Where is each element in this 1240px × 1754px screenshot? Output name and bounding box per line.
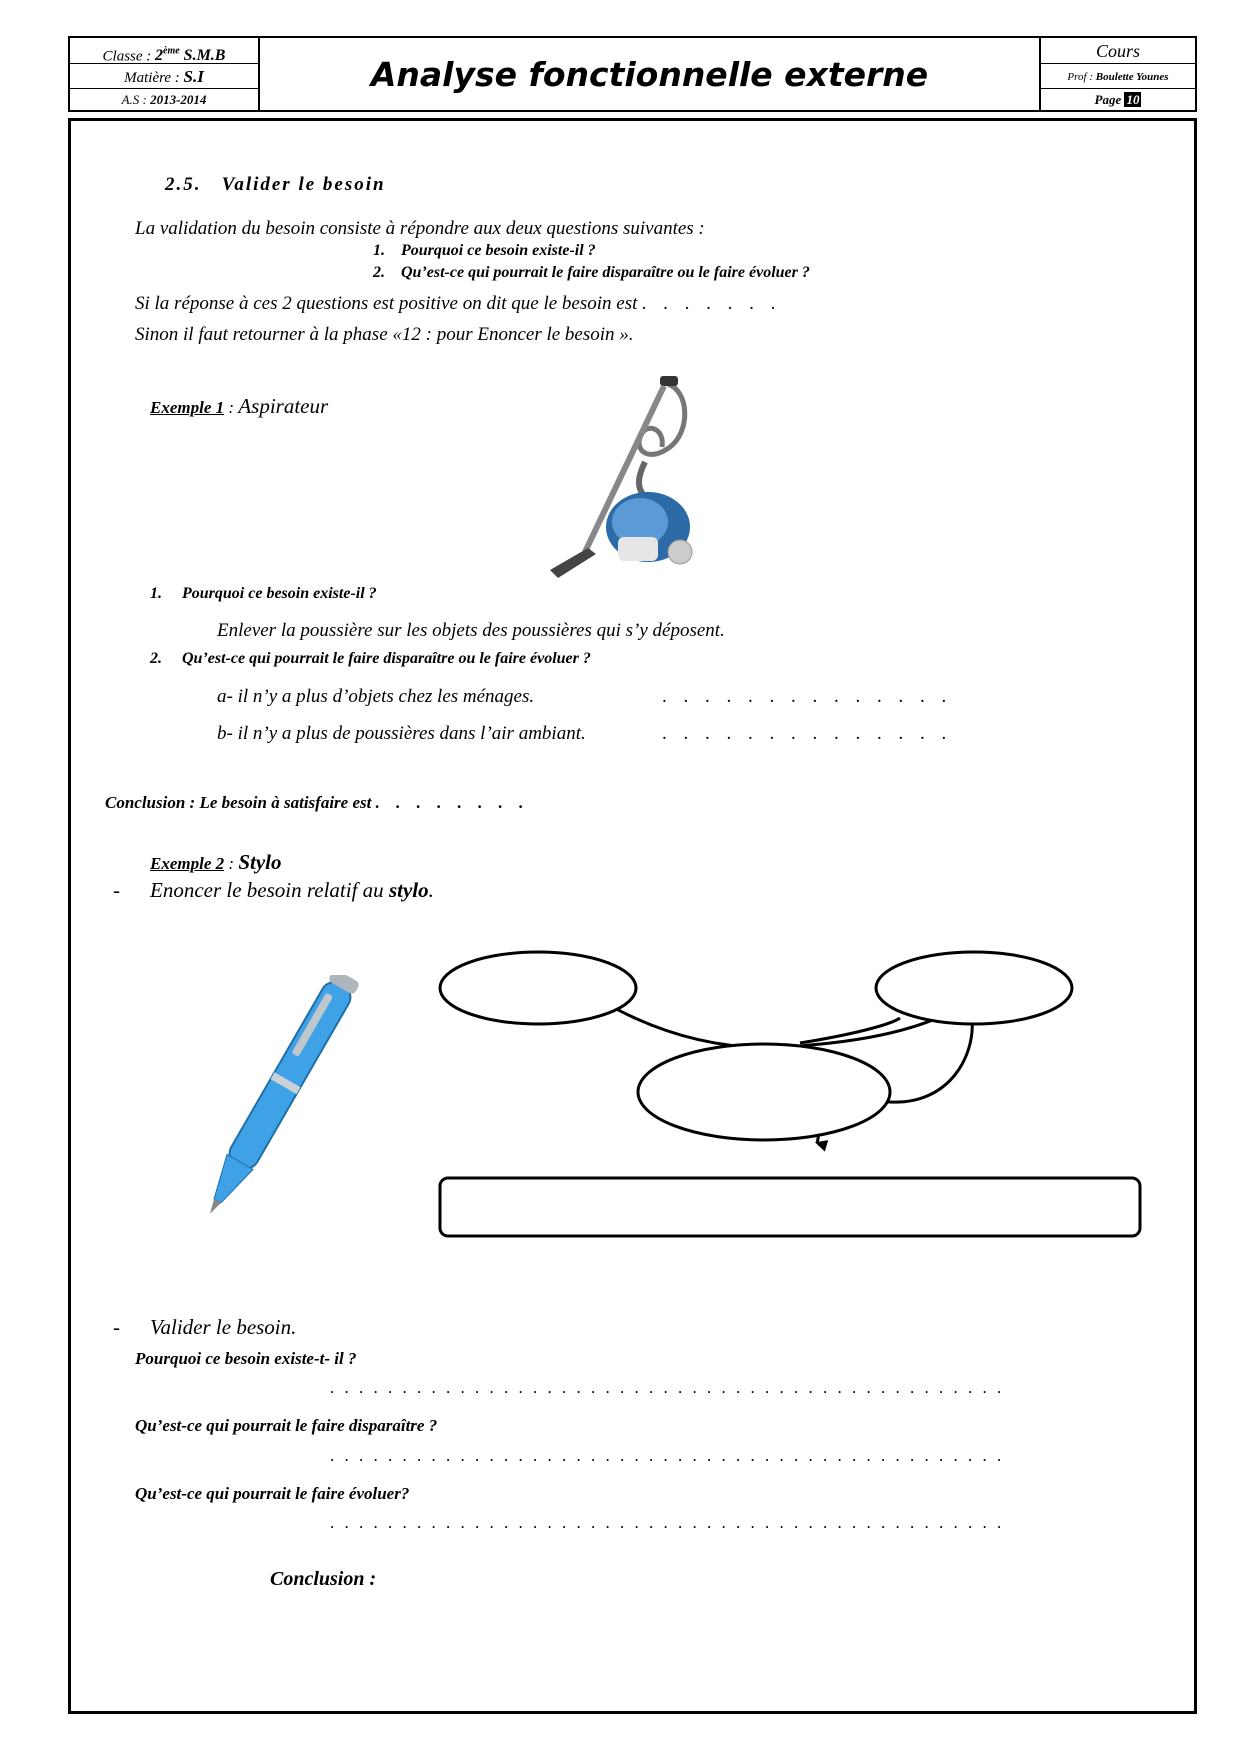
- vacuum-panel: [618, 537, 658, 561]
- example1-a1: Enlever la poussière sur les objets des poussières qui s’y déposent.: [217, 620, 725, 641]
- example2-name: Stylo: [238, 850, 282, 874]
- page-label: Page: [1094, 92, 1122, 107]
- section-q1-text: Pourquoi ce besoin existe-il ?: [401, 242, 596, 259]
- validation-q2: Qu’est-ce qui pourrait le faire disparaître ?: [135, 1416, 438, 1435]
- validation-q3-dots: . . . . . . . . . . . . . . . . . . . . . . . . . . . . . . . . . . . . . . . . . . . . . . .: [330, 1513, 1005, 1532]
- page-number: 10: [1126, 92, 1140, 107]
- example1-conclusion: [105, 793, 529, 813]
- task1-text: Enoncer le besoin relatif au: [150, 878, 389, 902]
- page-cell: [1041, 90, 1195, 110]
- classe-sup: ème: [163, 46, 180, 57]
- vacuum-handle: [660, 376, 678, 386]
- positive-dots: . . . . . . .: [642, 293, 782, 314]
- prof-label: Prof :: [1067, 71, 1096, 83]
- ellipse-left: [440, 952, 636, 1024]
- task1-bold: stylo: [388, 878, 429, 902]
- ellipse-right: [876, 952, 1072, 1024]
- page-header: [68, 36, 1197, 112]
- section-q1: [373, 242, 596, 260]
- section-q2-num: 2.: [373, 264, 385, 281]
- example1-q2-num: 2.: [150, 650, 162, 667]
- header-left-box: [70, 38, 260, 110]
- example1-q1-num: 1.: [150, 585, 162, 602]
- classe-cell: [70, 40, 258, 64]
- example1-a2a-dots: . . . . . . . . . . . . . .: [662, 686, 953, 707]
- besoin-diagram: [430, 945, 1150, 1245]
- pen-image: [160, 975, 380, 1245]
- example2-task1: [150, 878, 434, 903]
- example1-name: Aspirateur: [238, 394, 329, 418]
- as-label: A.S :: [121, 92, 151, 107]
- section-q2-text: Qu’est-ce qui pourrait le faire disparaître ou le faire évoluer ?: [401, 264, 810, 281]
- example1-q1: [150, 585, 377, 603]
- validation-q1-dots: . . . . . . . . . . . . . . . . . . . . . . . . . . . . . . . . . . . . . . . . . . . . . . .: [330, 1378, 1005, 1397]
- section-positive-line: [135, 293, 782, 315]
- example1-a2a: a- il n’y a plus d’objets chez les ménages.: [217, 686, 535, 707]
- example2-heading: [150, 850, 281, 875]
- example2-conclusion: Conclusion :: [270, 1568, 377, 1590]
- besoin-box: [440, 1178, 1140, 1236]
- example1-conclusion-text: Conclusion : Le besoin à satisfaire est: [105, 793, 372, 812]
- prof-cell: [1041, 65, 1195, 89]
- validation-q2-dots: . . . . . . . . . . . . . . . . . . . . . . . . . . . . . . . . . . . . . . . . . . . . . . .: [330, 1446, 1005, 1465]
- example1-sep: :: [224, 398, 239, 417]
- example1-q1-text: Pourquoi ce besoin existe-il ?: [182, 585, 377, 602]
- example1-q2-text: Qu’est-ce qui pourrait le faire disparaître ou le faire évoluer ?: [182, 650, 591, 667]
- example2-task1-dash: -: [113, 878, 120, 902]
- example1-conclusion-dots: . . . . . . . .: [375, 793, 530, 812]
- cours-label: Cours: [1041, 38, 1195, 64]
- section-else-line: Sinon il faut retourner à la phase «12 : pour Enoncer le besoin ».: [135, 324, 634, 345]
- example1-a2b-dots: . . . . . . . . . . . . . .: [662, 723, 953, 744]
- classe-label: Classe :: [102, 48, 156, 65]
- ellipse-center: [638, 1044, 890, 1140]
- example2-sep: :: [224, 854, 239, 873]
- section-q2: [373, 264, 810, 282]
- as-value: 2013-2014: [150, 92, 207, 107]
- matiere-value: S.I: [183, 67, 204, 86]
- header-right-box: [1039, 38, 1195, 110]
- positive-text: Si la réponse à ces 2 questions est positive on dit que le besoin est: [135, 293, 638, 314]
- task1-end: .: [428, 878, 434, 902]
- section-q1-num: 1.: [373, 242, 385, 259]
- matiere-label: Matière :: [124, 70, 184, 86]
- validation-q3: Qu’est-ce qui pourrait le faire évoluer?: [135, 1484, 410, 1503]
- pen-barrel: [225, 977, 356, 1174]
- vacuum-wheel: [668, 540, 692, 564]
- page-title: Analyse fonctionnelle externe: [370, 54, 929, 94]
- content-frame: [68, 118, 1197, 1714]
- vacuum-cleaner-image: [540, 372, 700, 592]
- example2-task2: Valider le besoin.: [150, 1315, 297, 1339]
- as-cell: [70, 90, 258, 110]
- section-intro: La validation du besoin consiste à répondre aux deux questions suivantes :: [135, 218, 705, 239]
- example2-label: Exemple 2: [150, 854, 225, 873]
- matiere-cell: [70, 65, 258, 89]
- example1-label: Exemple 1: [150, 398, 225, 417]
- classe-value: S.M.B: [183, 47, 226, 65]
- validation-q1: Pourquoi ce besoin existe-t- il ?: [135, 1349, 357, 1368]
- example1-q2: [150, 650, 591, 668]
- section-number: 2.5.: [165, 174, 202, 195]
- example1-a2b: b- il n’y a plus de poussières dans l’air ambiant.: [217, 723, 586, 744]
- example2-task2-dash: -: [113, 1315, 120, 1339]
- section-title: Valider le besoin: [221, 174, 386, 195]
- vacuum-nozzle: [550, 548, 596, 578]
- classe-num: 2: [155, 47, 164, 65]
- section-heading: [165, 174, 386, 196]
- prof-value: Boulette Younes: [1095, 71, 1169, 83]
- example1-heading: [150, 394, 328, 419]
